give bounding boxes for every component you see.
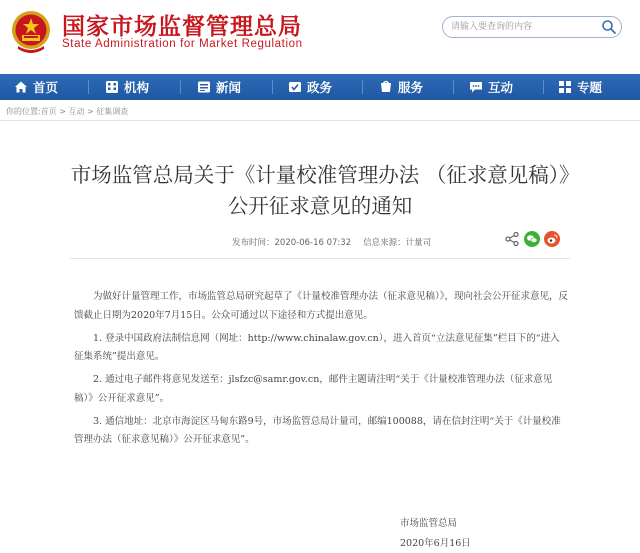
breadcrumb-item-home[interactable]: 首页	[40, 107, 57, 116]
search-icon[interactable]	[601, 19, 617, 35]
breadcrumb-item-interaction[interactable]: 互动	[68, 107, 85, 116]
search-box	[442, 16, 622, 38]
nav-label: 机构	[124, 80, 150, 95]
building-icon	[105, 80, 119, 94]
article-paragraph: 为做好计量管理工作，市场监管总局研究起草了《计量校准管理办法（征求意见稿）》，现向社会公开征求意见，反馈截止日期为2020年7月15日。公众可通过以下途径和方式提出意见。	[74, 291, 569, 321]
main-nav	[0, 74, 640, 100]
article-paragraph: 1. 登录中国政府法制信息网（网址：http://www.chinalaw.gov.cn），进入首页“立法意见征集”栏目下的“进入征集系统”提出意见。	[74, 332, 560, 362]
article-paragraph: 2. 通过电子邮件将意见发送至：jlsfzc@samr.gov.cn，邮件主题请注明“关于《计量校准管理办法（征求意见稿）》公开征求意见”。	[74, 374, 553, 404]
share-icon[interactable]	[504, 231, 520, 247]
breadcrumb-item-survey[interactable]: 征集调查	[96, 107, 129, 116]
nav-item-home[interactable]	[14, 74, 58, 100]
nav-label: 首页	[33, 80, 59, 95]
home-icon	[14, 80, 28, 94]
source-label: 信息来源：	[363, 238, 406, 248]
publish-label: 发布时间：	[232, 238, 275, 248]
article-title: 市场监管总局关于《计量校准管理办法 （征求意见稿）》公开征求意见的通知	[70, 163, 570, 218]
site-subtitle: State Administration for Market Regulation	[62, 38, 303, 50]
breadcrumb-separator: >	[56, 107, 69, 116]
service-icon	[379, 80, 393, 94]
breadcrumb-prefix: 你的位置:	[6, 107, 41, 116]
site-title[interactable]: 国家市场监督管理总局	[62, 14, 302, 40]
topics-icon	[558, 80, 572, 94]
nav-label: 新闻	[216, 80, 242, 95]
nav-divider	[180, 80, 181, 94]
nav-item-service[interactable]	[379, 74, 423, 100]
breadcrumb	[6, 106, 128, 117]
nav-label: 服务	[398, 80, 424, 95]
nav-item-gov-affairs[interactable]	[288, 74, 332, 100]
nav-divider	[543, 80, 544, 94]
search-input[interactable]	[451, 20, 591, 34]
nav-label: 互动	[488, 80, 514, 95]
nav-label: 专题	[577, 80, 603, 95]
nav-item-topics[interactable]	[558, 74, 602, 100]
article-signature: 市场监管总局	[400, 518, 458, 529]
wechat-icon[interactable]	[524, 231, 540, 247]
article-date: 2020年6月16日	[400, 538, 471, 549]
article-paragraph: 3. 通信地址：北京市海淀区马甸东路9号，市场监管总局计量司，邮编100088，请在信封注明“关于《计量校准管理办法（征求意见稿）》公开征求意见”。	[74, 415, 561, 445]
publish-time: 2020-06-16 07:32	[274, 238, 352, 248]
news-icon	[197, 80, 211, 94]
nav-divider	[272, 80, 273, 94]
nav-item-interaction[interactable]	[469, 74, 513, 100]
source-value: 计量司	[405, 238, 432, 248]
nav-divider	[362, 80, 363, 94]
gov-affairs-icon	[288, 80, 302, 94]
interaction-icon	[469, 80, 483, 94]
site-header	[0, 0, 640, 68]
share-bar	[504, 231, 564, 249]
nav-item-organization[interactable]	[105, 74, 149, 100]
article-meta	[232, 236, 431, 248]
nav-item-news[interactable]	[197, 74, 241, 100]
article-body	[74, 288, 568, 454]
nav-label: 政务	[307, 80, 333, 95]
breadcrumb-separator: >	[84, 107, 97, 116]
weibo-icon[interactable]	[544, 231, 560, 247]
nav-divider	[88, 80, 89, 94]
divider	[0, 120, 640, 121]
nav-divider	[453, 80, 454, 94]
national-emblem-icon[interactable]	[10, 8, 52, 56]
divider	[70, 258, 570, 259]
